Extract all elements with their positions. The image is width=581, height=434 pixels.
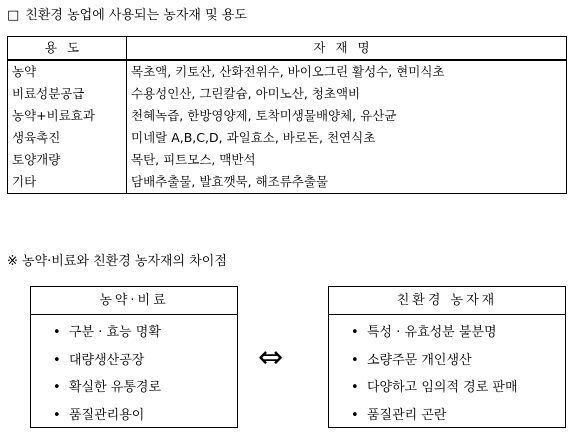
use-cell: 농약+비료효과 [8,105,127,127]
list-item [351,319,565,347]
bullet-icon: • [351,325,359,340]
materials-cell: 담배추출물, 발효깻묵, 해조류추출물 [127,171,567,194]
list-item-text: 확실한 유통경로 [69,380,162,395]
use-cell: 농약 [8,60,127,83]
use-cell: 토양개량 [8,149,127,171]
table-row [8,149,567,171]
table-row [8,60,567,83]
materials-cell: 미네랄 A,B,C,D, 과일효소, 바로돈, 천연식초 [127,127,567,149]
box-header: 농약·비료 [31,287,237,315]
list-item [351,347,565,375]
table-row [8,105,567,127]
use-cell: 기타 [8,171,127,194]
materials-cell: 목초액, 키토산, 산화전위수, 바이오그린 활성수, 현미식초 [127,60,567,83]
checkbox-square-icon: □ [7,8,20,23]
list-item-text: 품질관리 곤란 [367,407,447,423]
document-title [7,8,247,24]
pesticide-fertilizer-box [30,286,238,428]
materials-cell: 천혜녹즙, 한방영양제, 토착미생물배양체, 유산균 [127,105,567,127]
box-header: 친환경 농자재 [329,287,565,315]
list-item-text: 소량주문 개인생산 [367,352,472,368]
bullet-icon: • [351,407,359,423]
list-item [351,374,565,402]
bullet-icon: • [53,325,61,340]
list-item [53,402,237,430]
bullet-icon: • [351,352,359,368]
table-header-row [8,37,567,61]
bullet-icon: • [53,380,61,395]
table-row [8,127,567,149]
header-use: 용도 [8,37,127,61]
list-item-text: 품질관리용이 [69,407,145,423]
materials-table [7,36,567,194]
header-materials: 자재명 [127,37,567,61]
double-arrow-icon: ⇔ [258,340,284,375]
list-item [53,374,237,402]
bullet-icon: • [351,380,359,395]
list-item-text: 대량생산공장 [69,352,145,368]
list-item [53,319,237,347]
feature-list [31,315,237,429]
table-row [8,171,567,194]
materials-cell: 목탄, 피트모스, 맥반석 [127,149,567,171]
list-item-text: 다양하고 임의적 경로 판매 [367,380,518,395]
eco-materials-box [328,286,566,428]
list-item-text: 특성 · 유효성분 불분명 [367,325,497,340]
bullet-icon: • [53,407,61,423]
materials-cell: 수용성인산, 그린칼슘, 아미노산, 청초액비 [127,83,567,105]
bullet-icon: • [53,352,61,368]
table-row [8,83,567,105]
list-item [351,402,565,430]
comparison-note: ※ 농약·비료와 친환경 농자재의 차이점 [7,254,227,269]
title-text: 친환경 농업에 사용되는 농자재 및 용도 [25,8,247,23]
use-cell: 생육촉진 [8,127,127,149]
list-item-text: 구분 · 효능 명확 [69,325,161,340]
list-item [53,347,237,375]
use-cell: 비료성분공급 [8,83,127,105]
feature-list [329,315,565,429]
